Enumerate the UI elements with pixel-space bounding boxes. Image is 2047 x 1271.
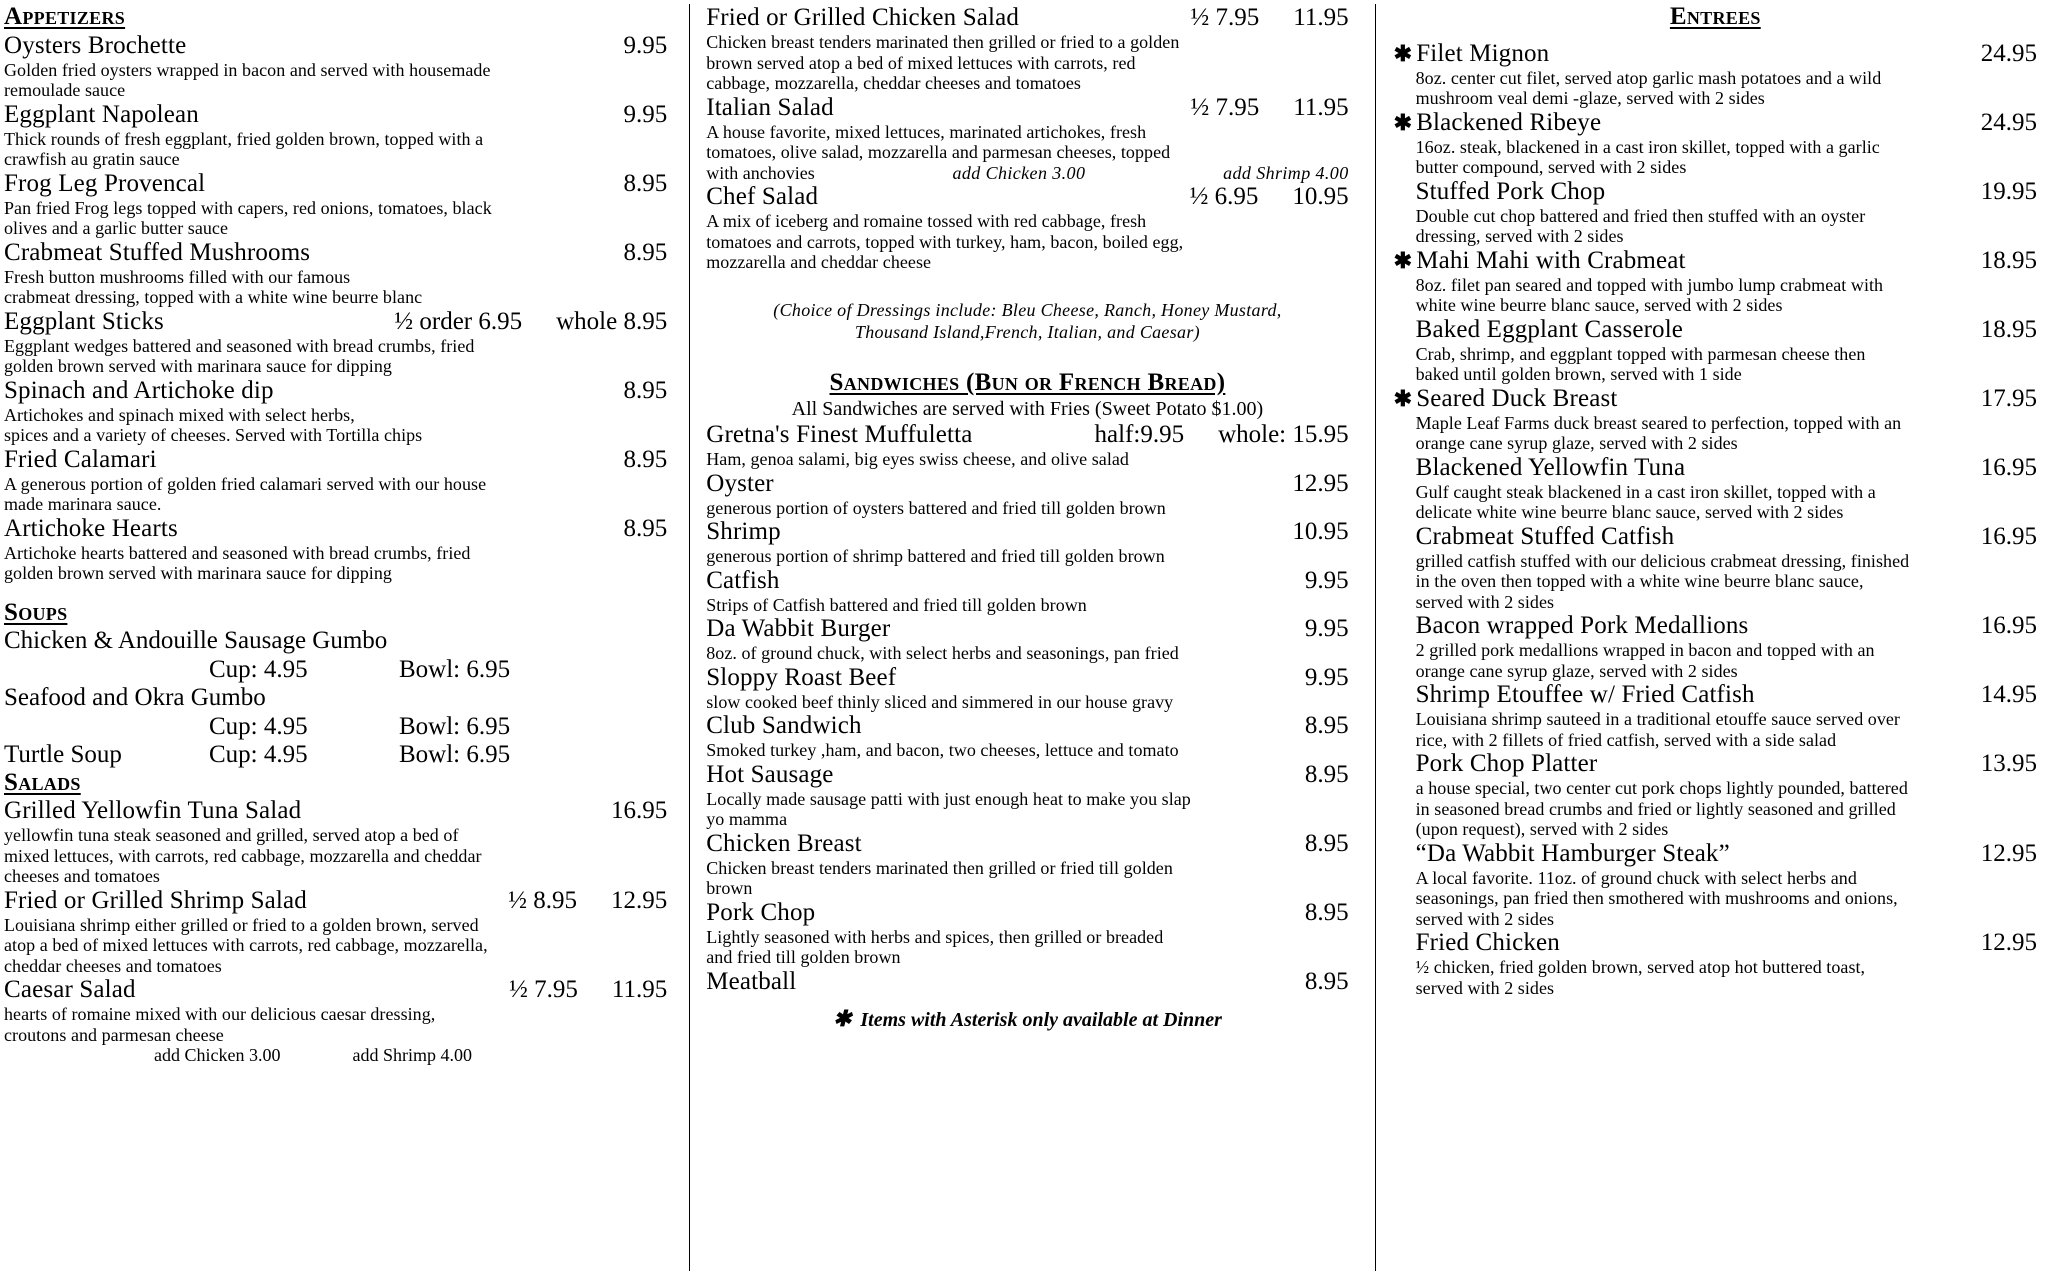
item-desc-line: 2 grilled pork medallions wrapped in bacon and topped with an [1415, 640, 1875, 661]
item-price: 18.95 [1980, 315, 2037, 343]
asterisk-icon: ✱ [832, 1005, 852, 1031]
item-price-half: ½ 7.95 [509, 976, 578, 1004]
menu-item[interactable] [1394, 178, 2037, 247]
menu-item[interactable] [1394, 840, 2037, 930]
menu-item[interactable] [706, 712, 1348, 761]
soup-bowl-price: Bowl: 6.95 [399, 712, 511, 740]
item-price: 13.95 [1980, 750, 2037, 778]
item-price: 9.95 [1304, 566, 1349, 594]
item-desc-line: Smoked turkey ,ham, and bacon, two cheeses, lettuce and tomato [706, 740, 1179, 761]
entrees-heading: Entrees [1669, 3, 1761, 30]
item-name: Gretna's Finest Muffuletta [706, 421, 973, 449]
item-name: Eggplant Napolean [4, 100, 199, 128]
item-desc-line: seasonings, pan fried then smothered with mushrooms and onions, [1415, 888, 1898, 909]
item-desc-line: Artichoke hearts battered and seasoned with bread crumbs, fried [4, 542, 471, 563]
menu-item[interactable] [706, 518, 1348, 567]
item-desc-line: 16oz. steak, blackened in a cast iron skillet, topped with a garlic [1415, 136, 1880, 157]
item-name: Pork Chop [706, 898, 816, 926]
item-desc-line: cabbage, mozzarella, cheddar cheeses and tomatoes [706, 73, 1081, 94]
item-name: Hot Sausage [706, 760, 834, 788]
item-price: 8.95 [623, 445, 668, 473]
item-desc-line: Artichokes and spinach mixed with select herbs, [4, 404, 355, 425]
menu-item[interactable] [1394, 750, 2037, 840]
appetizers-section [4, 4, 667, 32]
soups-section [4, 600, 667, 628]
item-desc-line: Eggplant wedges battered and seasoned with bread crumbs, fried [4, 335, 475, 356]
item-price: 8.95 [1304, 829, 1349, 857]
item-desc-line: Golden fried oysters wrapped in bacon and served with housemade [4, 59, 491, 80]
item-desc-line: 8oz. center cut filet, served atop garlic mash potatoes and a wild [1415, 67, 1882, 88]
menu-item[interactable] [706, 968, 1348, 996]
item-name: Shrimp Etouffee w/ Fried Catfish [1415, 681, 1755, 709]
item-price: 19.95 [1980, 177, 2037, 205]
item-name: Fried or Grilled Chicken Salad [706, 4, 1019, 31]
item-price-whole: whole: 15.95 [1218, 421, 1349, 449]
item-desc-line: Chicken breast tenders marinated then grilled or fried to a golden [706, 32, 1180, 52]
item-desc-line: Crab, shrimp, and eggplant topped with parmesan cheese then [1415, 343, 1866, 364]
item-desc-line: croutons and parmesan cheese [4, 1024, 224, 1045]
item-name: Catfish [706, 566, 780, 594]
menu-item[interactable] [1394, 929, 2037, 998]
item-desc-line: Fresh button mushrooms filled with our famous [4, 266, 351, 287]
addon-chicken: add Chicken 3.00 [952, 162, 1086, 183]
soup-cup-price: Cup: 4.95 [209, 655, 308, 683]
item-desc-line: Locally made sausage patti with just enough heat to make you slap [706, 788, 1191, 809]
item-price: 10.95 [1292, 518, 1349, 546]
soup-name: Chicken & Andouille Sausage Gumbo [4, 627, 388, 655]
item-desc-line: Louisiana shrimp sauteed in a traditional etouffe sauce served over [1415, 709, 1900, 730]
item-desc-line: olives and a garlic butter sauce [4, 218, 229, 239]
item-desc-line: A generous portion of golden fried calamari served with our house [4, 473, 487, 494]
asterisk-icon: ✱ [1393, 109, 1413, 135]
item-desc-line: tomatoes, olive salad, mozzarella and parmesan cheeses, topped [706, 142, 1171, 163]
item-name: Club Sandwich [706, 712, 862, 740]
dressings-note-line: (Choice of Dressings include: Bleu Cheese, Ranch, Honey Mustard, [773, 299, 1282, 320]
item-name: Seared Duck Breast [1416, 384, 1618, 412]
item-desc-line: tomatoes and carrots, topped with turkey, ham, bacon, boiled egg, [706, 231, 1184, 252]
item-name: Oyster [706, 469, 774, 497]
menu-item[interactable] [1394, 385, 2037, 454]
item-price-half: half:9.95 [1094, 421, 1185, 449]
addon-shrimp: add Shrimp 4.00 [352, 1045, 472, 1066]
item-name: Crabmeat Stuffed Catfish [1415, 522, 1675, 550]
item-name: Spinach and Artichoke dip [4, 376, 274, 404]
item-name: Eggplant Sticks [4, 307, 164, 335]
item-price: 8.95 [623, 169, 668, 197]
item-name: Fried Calamari [4, 445, 157, 473]
item-desc-line: served with 2 sides [1415, 908, 1555, 929]
item-name-wrap [1394, 40, 1550, 68]
item-price-full: 11.95 [611, 976, 668, 1004]
item-desc-line: baked until golden brown, served with 1 side [1415, 364, 1742, 385]
item-price: 16.95 [1980, 522, 2037, 550]
item-desc-line: crabmeat dressing, topped with a white wine beurre blanc [4, 287, 423, 308]
soup-item[interactable] [4, 684, 667, 741]
item-desc-line: Thick rounds of fresh eggplant, fried golden brown, topped with a [4, 128, 484, 149]
item-desc-line: A house favorite, mixed lettuces, marinated artichokes, fresh [706, 121, 1147, 142]
item-desc-line: brown served atop a bed of mixed lettuces with carrots, red [706, 52, 1136, 73]
menu-item[interactable] [4, 515, 667, 584]
dressings-note [706, 299, 1348, 344]
item-price: 17.95 [1980, 384, 2037, 412]
item-desc-line: white wine beurre blanc sauce, served with 2 sides [1415, 295, 1783, 316]
item-desc-line: hearts of romaine mixed with our delicious caesar dressing, [4, 1004, 436, 1025]
item-name: Oysters Brochette [4, 31, 187, 59]
addon-shrimp: add Shrimp 4.00 [1223, 162, 1349, 183]
soups-heading: Soups [4, 598, 68, 626]
soup-item[interactable] [4, 741, 667, 770]
menu-item[interactable] [706, 470, 1348, 519]
item-desc-line: Gulf caught steak blackened in a cast iron skillet, topped with a [1415, 481, 1876, 502]
menu-item[interactable] [706, 94, 1348, 184]
item-name: Fried Chicken [1415, 929, 1560, 957]
item-desc-line: A local favorite. 11oz. of ground chuck with select herbs and [1415, 867, 1857, 888]
asterisk-icon: ✱ [1393, 247, 1413, 273]
menu-item[interactable] [706, 899, 1348, 968]
soup-item[interactable] [4, 627, 667, 684]
menu-item[interactable] [1394, 316, 2037, 385]
item-desc-line: 8oz. filet pan seared and topped with jumbo lump crabmeat with [1415, 274, 1884, 295]
menu-item[interactable] [4, 32, 667, 101]
item-name-wrap [1394, 247, 1686, 275]
item-price: 16.95 [610, 797, 668, 825]
item-name: Mahi Mahi with Crabmeat [1416, 246, 1686, 274]
item-name: Shrimp [706, 518, 781, 546]
soup-bowl-price: Bowl: 6.95 [399, 741, 511, 769]
item-price: 8.95 [1304, 712, 1349, 740]
menu-item[interactable] [706, 761, 1348, 830]
item-price-half: ½ 6.95 [1189, 183, 1259, 211]
item-name: Da Wabbit Burger [706, 615, 891, 643]
item-desc-line: a house special, two center cut pork chops lightly pounded, battered [1415, 778, 1908, 799]
item-price-full: 11.95 [1293, 4, 1349, 31]
soup-name: Turtle Soup [4, 741, 122, 769]
item-price: 9.95 [623, 100, 668, 128]
middle-column [689, 4, 1374, 1271]
salad-addons [4, 1045, 667, 1067]
item-name: Chef Salad [706, 183, 819, 211]
menu-item[interactable] [706, 664, 1348, 713]
right-column [1375, 4, 2037, 1271]
item-desc-line: butter compound, served with 2 sides [1415, 157, 1687, 178]
item-price-full: 11.95 [1293, 93, 1349, 121]
item-name: Artichoke Hearts [4, 514, 178, 542]
sandwiches-subheading: All Sandwiches are served with Fries (Sweet Potato $1.00) [791, 398, 1264, 421]
asterisk-icon: ✱ [1393, 385, 1413, 411]
item-desc-line: rice, with 2 fillets of fried catfish, served with a side salad [1415, 729, 1837, 750]
menu-item[interactable] [706, 4, 1348, 94]
item-price: 24.95 [1980, 108, 2037, 136]
item-price: 8.95 [1304, 760, 1349, 788]
item-desc-line: with anchovies [706, 162, 815, 183]
item-price: 12.95 [1980, 839, 2037, 867]
addon-chicken: add Chicken 3.00 [154, 1045, 281, 1066]
menu-item[interactable] [4, 239, 667, 308]
soup-cup-price: Cup: 4.95 [209, 741, 308, 769]
item-desc-line: yellowfin tuna steak seasoned and grilled, served atop a bed of [4, 825, 459, 846]
menu-item[interactable] [706, 421, 1348, 470]
item-desc-line: mixed lettuces, with carrots, red cabbage, mozzarella and cheddar [4, 845, 482, 866]
item-price-half: ½ 7.95 [1190, 93, 1260, 121]
item-desc-line: ½ chicken, fried golden brown, served atop hot buttered toast, [1415, 957, 1866, 978]
item-name: Chicken Breast [706, 829, 862, 857]
item-name: Baked Eggplant Casserole [1415, 315, 1684, 343]
item-name: Frog Leg Provencal [4, 169, 206, 197]
item-desc-line: golden brown served with marinara sauce for dipping [4, 563, 392, 584]
item-desc-line: Double cut chop battered and fried then stuffed with an oyster [1415, 205, 1866, 226]
item-price: 18.95 [1980, 246, 2037, 274]
item-desc-line: spices and a variety of cheeses. Served with Tortilla chips [4, 425, 423, 446]
menu-item[interactable] [1394, 612, 2037, 681]
menu-item[interactable] [706, 830, 1348, 899]
item-desc-line: brown [706, 878, 753, 899]
item-desc-line: served with 2 sides [1415, 977, 1555, 998]
soup-cup-price: Cup: 4.95 [209, 712, 308, 740]
item-desc-line: yo mamma [706, 809, 788, 830]
item-desc-line: dressing, served with 2 sides [1415, 226, 1624, 247]
menu-item[interactable] [1394, 523, 2037, 613]
item-desc-line: atop a bed of mixed lettuces with carrots, red cabbage, mozzarella, [4, 935, 488, 956]
italian-salad-addons-row [706, 163, 1348, 184]
item-name: Meatball [706, 967, 797, 995]
salads-section [4, 770, 667, 798]
item-desc-line: generous portion of shrimp battered and fried till golden brown [706, 546, 1165, 567]
menu-item[interactable] [1394, 40, 2037, 109]
item-price: 16.95 [1980, 612, 2037, 640]
item-desc-line: in seasoned bread crumbs and fried or lightly seasoned and grilled [1415, 798, 1896, 819]
item-desc-line: 8oz. of ground chuck, with select herbs and seasonings, pan fried [706, 643, 1179, 664]
menu-item[interactable] [1394, 454, 2037, 523]
item-desc-line: cheeses and tomatoes [4, 866, 160, 887]
item-desc-line: (upon request), served with 2 sides [1415, 819, 1669, 840]
menu-item[interactable] [4, 377, 667, 446]
item-price: 16.95 [1980, 453, 2037, 481]
item-price: 8.95 [623, 514, 668, 542]
item-price-half: ½ order 6.95 [394, 307, 523, 335]
menu-item[interactable] [4, 101, 667, 170]
item-name: Caesar Salad [4, 976, 136, 1004]
item-name: Bacon wrapped Pork Medallions [1415, 612, 1749, 640]
dressings-note-line: Thousand Island,French, Italian, and Caesar) [854, 322, 1200, 343]
item-price: 8.95 [623, 376, 668, 404]
dinner-asterisk-note [706, 1005, 1348, 1032]
menu-item[interactable] [706, 183, 1348, 273]
item-price: 12.95 [1980, 929, 2037, 957]
item-name: Pork Chop Platter [1415, 750, 1598, 778]
item-desc-line: crawfish au gratin sauce [4, 149, 180, 170]
item-desc-line: Lightly seasoned with herbs and spices, then grilled or breaded [706, 926, 1164, 947]
item-desc-line: Ham, genoa salami, big eyes swiss cheese, and olive salad [706, 449, 1129, 470]
menu-item[interactable] [1394, 681, 2037, 750]
item-name: Blackened Yellowfin Tuna [1415, 453, 1686, 481]
item-desc-line: cheddar cheeses and tomatoes [4, 955, 222, 976]
item-desc-line: Chicken breast tenders marinated then grilled or fried till golden [706, 857, 1173, 878]
menu-item[interactable] [4, 797, 667, 887]
salads-heading: Salads [4, 768, 81, 796]
item-desc-line: golden brown served with marinara sauce for dipping [4, 356, 392, 377]
menu-item[interactable] [4, 446, 667, 515]
menu-item[interactable] [706, 615, 1348, 664]
item-price-full: 12.95 [610, 886, 668, 914]
item-price-whole: whole 8.95 [556, 307, 668, 335]
item-price: 8.95 [623, 238, 668, 266]
item-desc-line: mushroom veal demi -glaze, served with 2 sides [1415, 88, 1765, 109]
item-price: 9.95 [1304, 663, 1349, 691]
menu-item[interactable] [4, 308, 667, 377]
item-price: 8.95 [1304, 967, 1349, 995]
item-price: 8.95 [1304, 898, 1349, 926]
sandwiches-section [706, 370, 1348, 398]
item-price: 14.95 [1980, 681, 2037, 709]
item-desc-line: orange cane syrup glaze, served with 2 sides [1415, 660, 1738, 681]
menu-item[interactable] [4, 887, 667, 977]
menu-item[interactable] [4, 976, 667, 1045]
item-desc-line: made marinara sauce. [4, 494, 162, 515]
item-desc-line: grilled catfish stuffed with our delicious crabmeat dressing, finished [1415, 550, 1910, 571]
entrees-section [1394, 4, 2037, 32]
item-name: Fried or Grilled Shrimp Salad [4, 886, 307, 914]
item-name: Crabmeat Stuffed Mushrooms [4, 238, 311, 266]
item-desc-line: in the oven then topped with a white wine beurre blanc sauce, [1415, 571, 1864, 592]
item-desc-line: mozzarella and cheddar cheese [706, 252, 932, 273]
menu-item[interactable] [1394, 247, 2037, 316]
dinner-note-text: Items with Asterisk only available at Dinner [860, 1008, 1222, 1031]
soup-name: Seafood and Okra Gumbo [4, 684, 266, 712]
item-price-full: 10.95 [1292, 183, 1349, 211]
item-desc-line: A mix of iceberg and romaine tossed with red cabbage, fresh [706, 211, 1147, 232]
appetizers-heading: Appetizers [4, 3, 126, 30]
item-name: Grilled Yellowfin Tuna Salad [4, 797, 302, 825]
left-column [4, 4, 689, 1271]
asterisk-icon: ✱ [1393, 40, 1413, 66]
item-price: 12.95 [1292, 469, 1349, 497]
item-desc-line: Louisiana shrimp either grilled or fried to a golden brown, served [4, 914, 479, 935]
item-desc-line: Strips of Catfish battered and fried till golden brown [706, 594, 1087, 615]
item-name: Blackened Ribeye [1416, 108, 1602, 136]
menu-item[interactable] [706, 567, 1348, 616]
item-name: Italian Salad [706, 93, 834, 121]
sandwiches-heading: Sandwiches (Bun or French Bread) [829, 368, 1226, 396]
item-name: Sloppy Roast Beef [706, 663, 897, 691]
item-price-half: ½ 7.95 [1190, 4, 1260, 31]
item-name-wrap [1394, 109, 1602, 137]
item-price: 24.95 [1980, 39, 2037, 67]
item-price: 9.95 [1304, 615, 1349, 643]
soup-bowl-price: Bowl: 6.95 [399, 655, 511, 683]
item-name: “Da Wabbit Hamburger Steak” [1415, 839, 1730, 867]
item-desc-line: and fried till golden brown [706, 947, 901, 968]
item-desc-line: served with 2 sides [1415, 591, 1555, 612]
item-desc-line: generous portion of oysters battered and fried till golden brown [706, 497, 1166, 518]
item-name: Stuffed Pork Chop [1415, 177, 1606, 205]
item-desc-line: orange cane syrup glaze, served with 2 sides [1415, 433, 1738, 454]
item-desc-line: Maple Leaf Farms duck breast seared to perfection, topped with an [1415, 412, 1902, 433]
item-name: Filet Mignon [1416, 39, 1550, 67]
item-desc-line: remoulade sauce [4, 80, 126, 101]
item-desc-line: delicate white wine beurre blanc sauce, served with 2 sides [1415, 502, 1844, 523]
item-name-wrap [1394, 385, 1618, 413]
menu-item[interactable] [4, 170, 667, 239]
item-price: 9.95 [623, 31, 668, 59]
menu-item[interactable] [1394, 109, 2037, 178]
item-desc-line: slow cooked beef thinly sliced and simmered in our house gravy [706, 691, 1174, 712]
item-price-half: ½ 8.95 [508, 886, 577, 914]
item-desc-line: Pan fried Frog legs topped with capers, red onions, tomatoes, black [4, 197, 492, 218]
